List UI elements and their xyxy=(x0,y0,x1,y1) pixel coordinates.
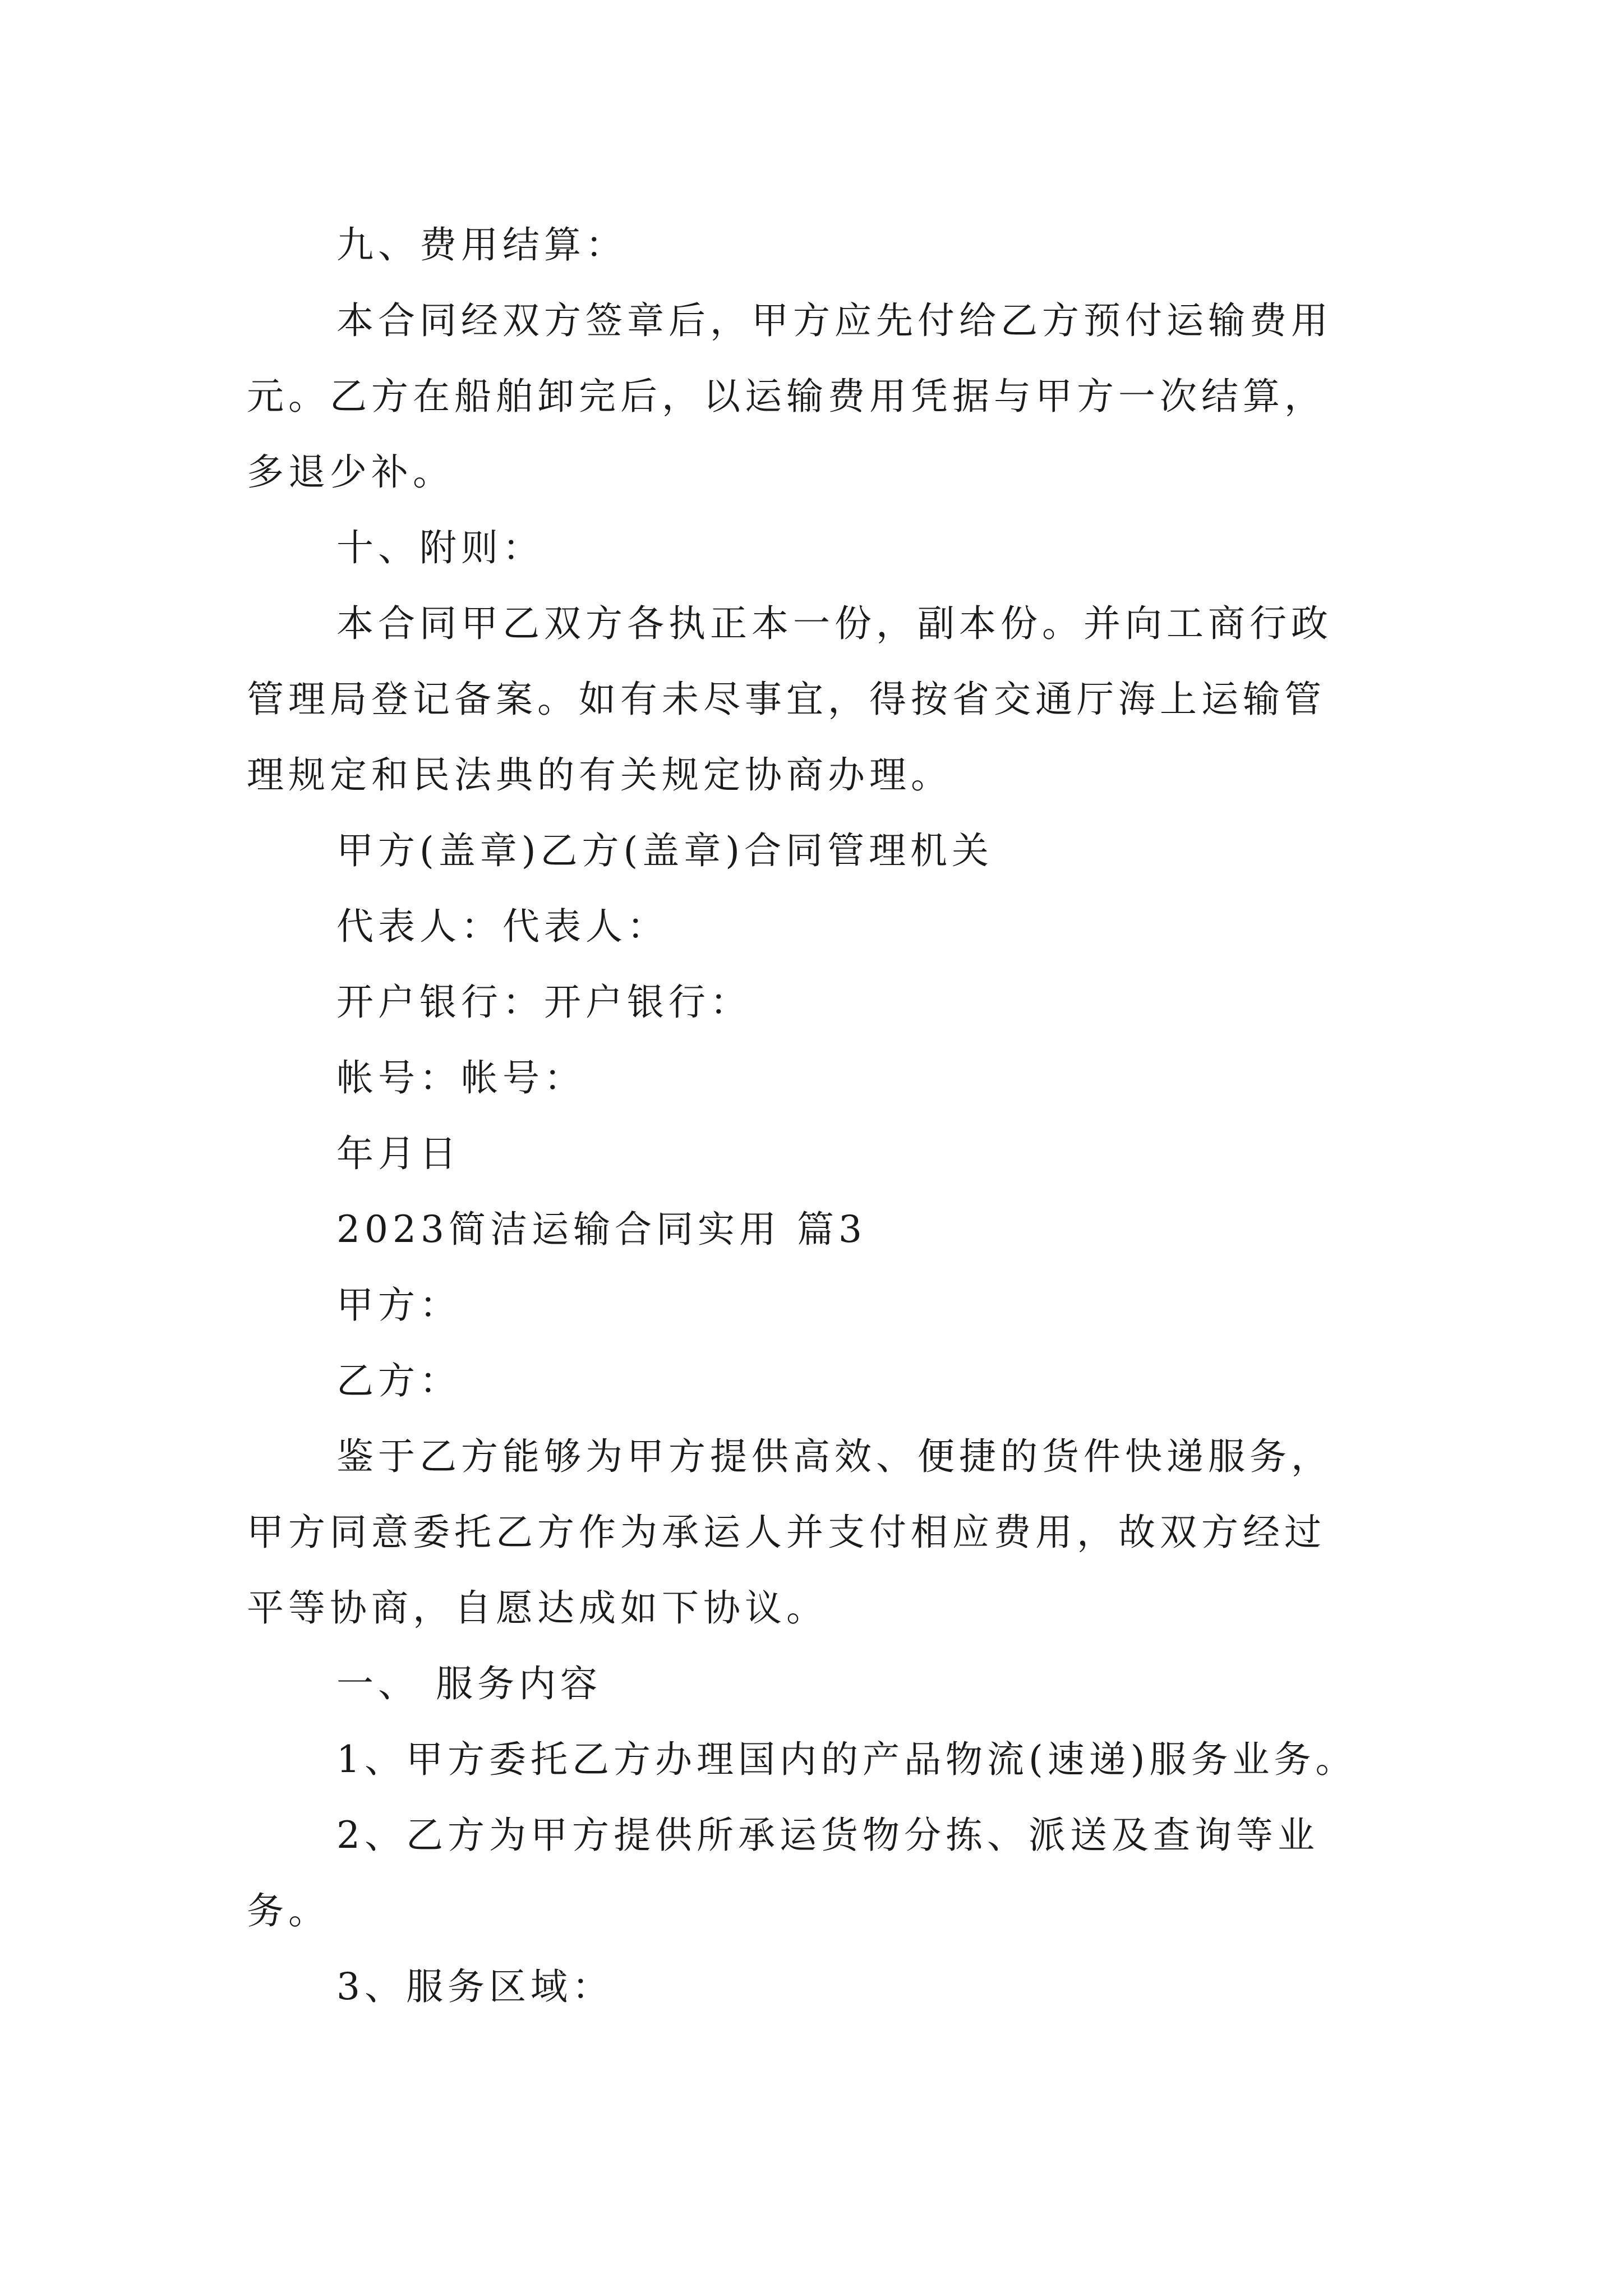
section-heading-fee-settlement: 九、费用结算： xyxy=(336,223,627,266)
section-heading-appendix: 十、附则： xyxy=(336,526,544,569)
list-item: 3、服务区域： xyxy=(336,1965,614,2008)
paragraph-line: 多退少补。 xyxy=(247,450,454,494)
bank-line: 开户银行：开户银行： xyxy=(336,981,751,1024)
account-line: 帐号：帐号： xyxy=(336,1056,585,1099)
list-item: 1、甲方委托乙方办理国内的产品物流(速递)服务业务。 xyxy=(336,1738,1357,1781)
paragraph-line: 本合同经双方签章后，甲方应先付给乙方预付运输费用 xyxy=(336,299,1332,342)
contract-title: 2023简洁运输合同实用 篇3 xyxy=(336,1208,866,1251)
paragraph-line: 平等协商，自愿达成如下协议。 xyxy=(247,1586,828,1630)
signature-parties-line: 甲方(盖章)乙方(盖章)合同管理机关 xyxy=(336,829,993,872)
date-line: 年月日 xyxy=(336,1132,461,1175)
party-b-line: 乙方： xyxy=(336,1359,461,1402)
list-item-continuation: 务。 xyxy=(247,1889,330,1932)
party-a-line: 甲方： xyxy=(336,1283,461,1327)
section-heading-service-content: 一、 服务内容 xyxy=(336,1662,602,1705)
representative-line: 代表人：代表人： xyxy=(336,905,668,948)
paragraph-line: 鉴于乙方能够为甲方提供高效、便捷的货件快递服务， xyxy=(336,1435,1332,1478)
paragraph-line: 甲方同意委托乙方作为承运人并支付相应费用，故双方经过 xyxy=(247,1511,1326,1554)
paragraph-line: 管理局登记备案。如有未尽事宜，得按省交通厅海上运输管 xyxy=(247,678,1326,721)
paragraph-line: 元。乙方在船舶卸完后，以运输费用凭据与甲方一次结算， xyxy=(247,375,1326,418)
list-item: 2、乙方为甲方提供所承运货物分拣、派送及查询等业 xyxy=(336,1814,1319,1857)
paragraph-line: 本合同甲乙双方各执正本一份，副本份。并向工商行政 xyxy=(336,602,1332,645)
paragraph-line: 理规定和民法典的有关规定协商办理。 xyxy=(247,753,952,797)
